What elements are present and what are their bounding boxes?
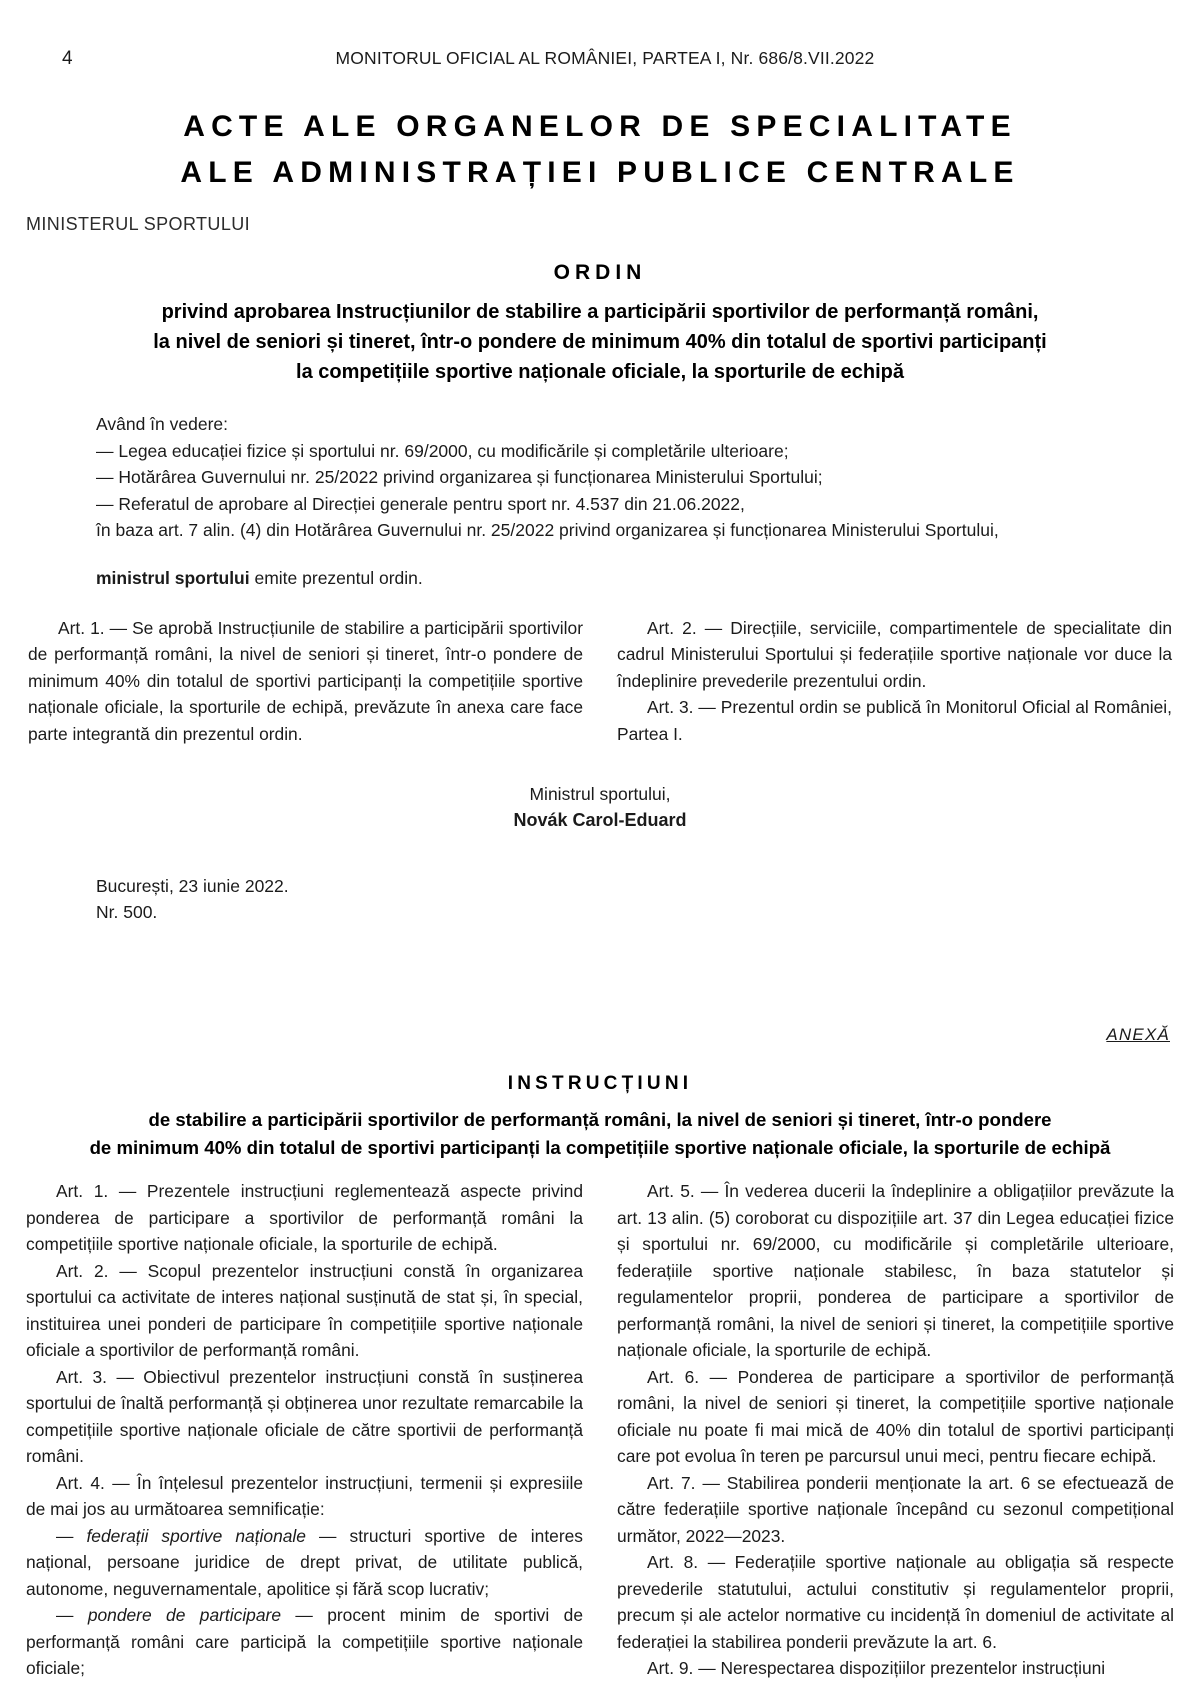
page-number: 4 <box>62 48 73 69</box>
enacting-clause <box>96 568 1200 589</box>
banner-line-2: ALE ADMINISTRAȚIEI PUBLICE CENTRALE <box>180 156 1020 189</box>
annex-articles <box>0 1178 1200 1682</box>
annex-articles-right-column <box>617 1178 1174 1682</box>
annex-articles-left-column <box>26 1178 583 1682</box>
annex-heading-block <box>0 1073 1200 1162</box>
signature-role: Ministrul sportului, <box>529 784 671 804</box>
ordin-heading-block <box>0 261 1200 387</box>
issue-number: Nr. 500. <box>96 902 158 922</box>
ordin-articles-right-column <box>617 615 1172 748</box>
preamble-bullet: — Legea educației fizice și sportului nr. 69/2000, cu modificările și completările ulterioare; <box>96 440 789 461</box>
definition-term: pondere de participare <box>87 1605 281 1625</box>
preamble-bullet: — Hotărârea Guvernului nr. 25/2022 privind organizarea și funcționarea Ministerului Sportului; <box>96 467 823 487</box>
ordin-subtitle-line-2: la nivel de seniori și tineret, într-o pondere de minimum 40% din totalul de sportivi participanți <box>153 331 1047 353</box>
annex-subtitle-line-1: de stabilire a participării sportivilor de performanță români, la nivel de seniori și tineret, într-o pondere <box>148 1109 1052 1130</box>
enacting-clause-rest: emite prezentul ordin. <box>249 567 423 588</box>
article-paragraph: Art. 2. — Scopul prezentelor instrucțiuni constă în organizarea sportului ca activitate de interes național susținută de stat și, în special, instituirea unei ponderi de participare în competițiile sportive naționale oficiale a sportivilor de performanță români. <box>26 1260 583 1360</box>
article-paragraph: Art. 2. — Direcțiile, serviciile, compartimentele de specialitate din cadrul Ministerului Sportului și federațiile sportive naționale vor duce la îndeplinire prevederile prezentului ordin. <box>617 617 1172 691</box>
preamble-intro: Având în vedere: <box>96 414 228 434</box>
article-paragraph: Art. 6. — Ponderea de participare a sportivilor de performanță români, la nivel de seniori și tineret, la competițiile sportive naționale oficiale nu poate fi mai mică de 40% din totalul de sportivi participanți care pot evolua în teren pe parcursul unui meci, pentru fiecare echipă. <box>617 1366 1174 1466</box>
article-paragraph: Art. 5. — În vederea ducerii la îndeplinire a obligațiilor prevăzute la art. 13 alin. (5) coroborat cu dispozițiile art. 37 din Legea educației fizice și sportului nr. 69/2000, cu modificările și completările ulterioare, federațiile sportive naționale stabilesc, în baza statutelor și regulamentelor proprii, ponderea de participare a sportivilor de performanță români, la nivel de seniori și tineret, la competițiile sportive naționale oficiale, la sporturile de echipă. <box>617 1181 1174 1360</box>
issue-city-date: București, 23 iunie 2022. <box>96 876 289 896</box>
enacting-clause-subject: ministrul sportului <box>96 567 250 588</box>
running-head-title: MONITORUL OFICIAL AL ROMÂNIEI, PARTEA I, Nr. 686/8.VII.2022 <box>335 48 875 68</box>
place-and-number <box>96 873 1200 925</box>
article-paragraph: Art. 1. — Se aprobă Instrucțiunile de stabilire a participării sportivilor de performanță români, la nivel de seniori și tineret, într-o pondere de minimum 40% din totalul de sportivi participanți la competițiile sportive naționale oficiale, la sporturile de echipă, prevăzute în anexa care face parte integrantă din prezentul ordin. <box>28 617 583 744</box>
annex-label: ANEXĂ <box>1106 1025 1170 1044</box>
article-paragraph: Art. 8. — Federațiile sportive naționale au obligația să respecte prevederile statutului, actului constitutiv și regulamentelor proprii, precum și ale actelor normative cu incidență în domeniul de activitate al federației la stabilirea ponderii prevăzute la art. 6. <box>617 1552 1174 1652</box>
preamble <box>96 411 1116 544</box>
definition-term: federații sportive naționale <box>86 1525 306 1546</box>
ordin-subtitle-line-1: privind aprobarea Instrucțiunilor de stabilire a participării sportivilor de performanță români, <box>161 301 1039 323</box>
ordin-articles <box>0 615 1200 748</box>
signature-block <box>0 781 1200 833</box>
section-banner <box>0 104 1200 196</box>
definition-text: — procent minim de sportivi de performanță români care participă la competițiile sportive naționale oficiale; <box>26 1605 583 1678</box>
banner-line-1: ACTE ALE ORGANELOR DE SPECIALITATE <box>183 110 1017 143</box>
running-head <box>0 48 1200 94</box>
annex-subtitle <box>0 1106 1200 1162</box>
issuing-authority: MINISTERUL SPORTULUI <box>26 214 251 234</box>
ordin-heading: ORDIN <box>553 261 647 284</box>
preamble-bullet: — Referatul de aprobare al Direcției generale pentru sport nr. 4.537 din 21.06.2022, <box>96 493 745 514</box>
definition-item <box>26 1523 583 1603</box>
ordin-subtitle-line-3: la competițiile sportive naționale oficiale, la sporturile de echipă <box>296 361 904 383</box>
definition-dash: — <box>56 1605 88 1625</box>
article-paragraph: Art. 3. — Obiectivul prezentelor instrucțiuni constă în susținerea sportului de înaltă performanță și obținerea unor rezultate remarcabile la competițiile sportive naționale oficiale de către sportivii de performanță români. <box>26 1366 583 1466</box>
article-paragraph: Art. 9. — Nerespectarea dispozițiilor prezentelor instrucțiuni <box>647 1658 1106 1678</box>
definition-text: — structuri sportive de interes național, persoane juridice de drept privat, de utilitate publică, autonome, neguvernamentale, apolitice și fără scop lucrativ; <box>26 1525 583 1599</box>
annex-heading: INSTRUCȚIUNI <box>507 1073 693 1094</box>
annex-subtitle-line-2: de minimum 40% din totalul de sportivi participanți la competițiile sportive naționale oficiale, la sporturile de echipă <box>89 1137 1111 1158</box>
ordin-articles-left-column <box>28 615 583 748</box>
article-paragraph: Art. 4. — În înțelesul prezentelor instrucțiuni, termenii și expresiile de mai jos au următoarea semnificație: <box>26 1472 583 1519</box>
ordin-subtitle <box>0 297 1200 387</box>
definition-dash: — <box>56 1525 87 1546</box>
signature-name: Novák Carol-Eduard <box>513 810 687 830</box>
article-paragraph: Art. 1. — Prezentele instrucțiuni reglementează aspecte privind ponderea de participare a sportivilor de performanță români la competițiile sportive naționale oficiale, la sporturile de echipă. <box>26 1181 583 1254</box>
article-paragraph: Art. 7. — Stabilirea ponderii menționate la art. 6 se efectuează de către federațiile sportive naționale începând cu sezonul competițional următor, 2022—2023. <box>617 1472 1174 1546</box>
definition-item <box>26 1602 583 1682</box>
annex-label-wrap <box>0 1025 1200 1045</box>
document-page <box>0 48 1200 1678</box>
article-paragraph: Art. 3. — Prezentul ordin se publică în Monitorul Oficial al României, Partea I. <box>617 697 1172 744</box>
preamble-bullet: în baza art. 7 alin. (4) din Hotărârea Guvernului nr. 25/2022 privind organizarea și funcționarea Ministerului Sportului, <box>96 520 999 540</box>
